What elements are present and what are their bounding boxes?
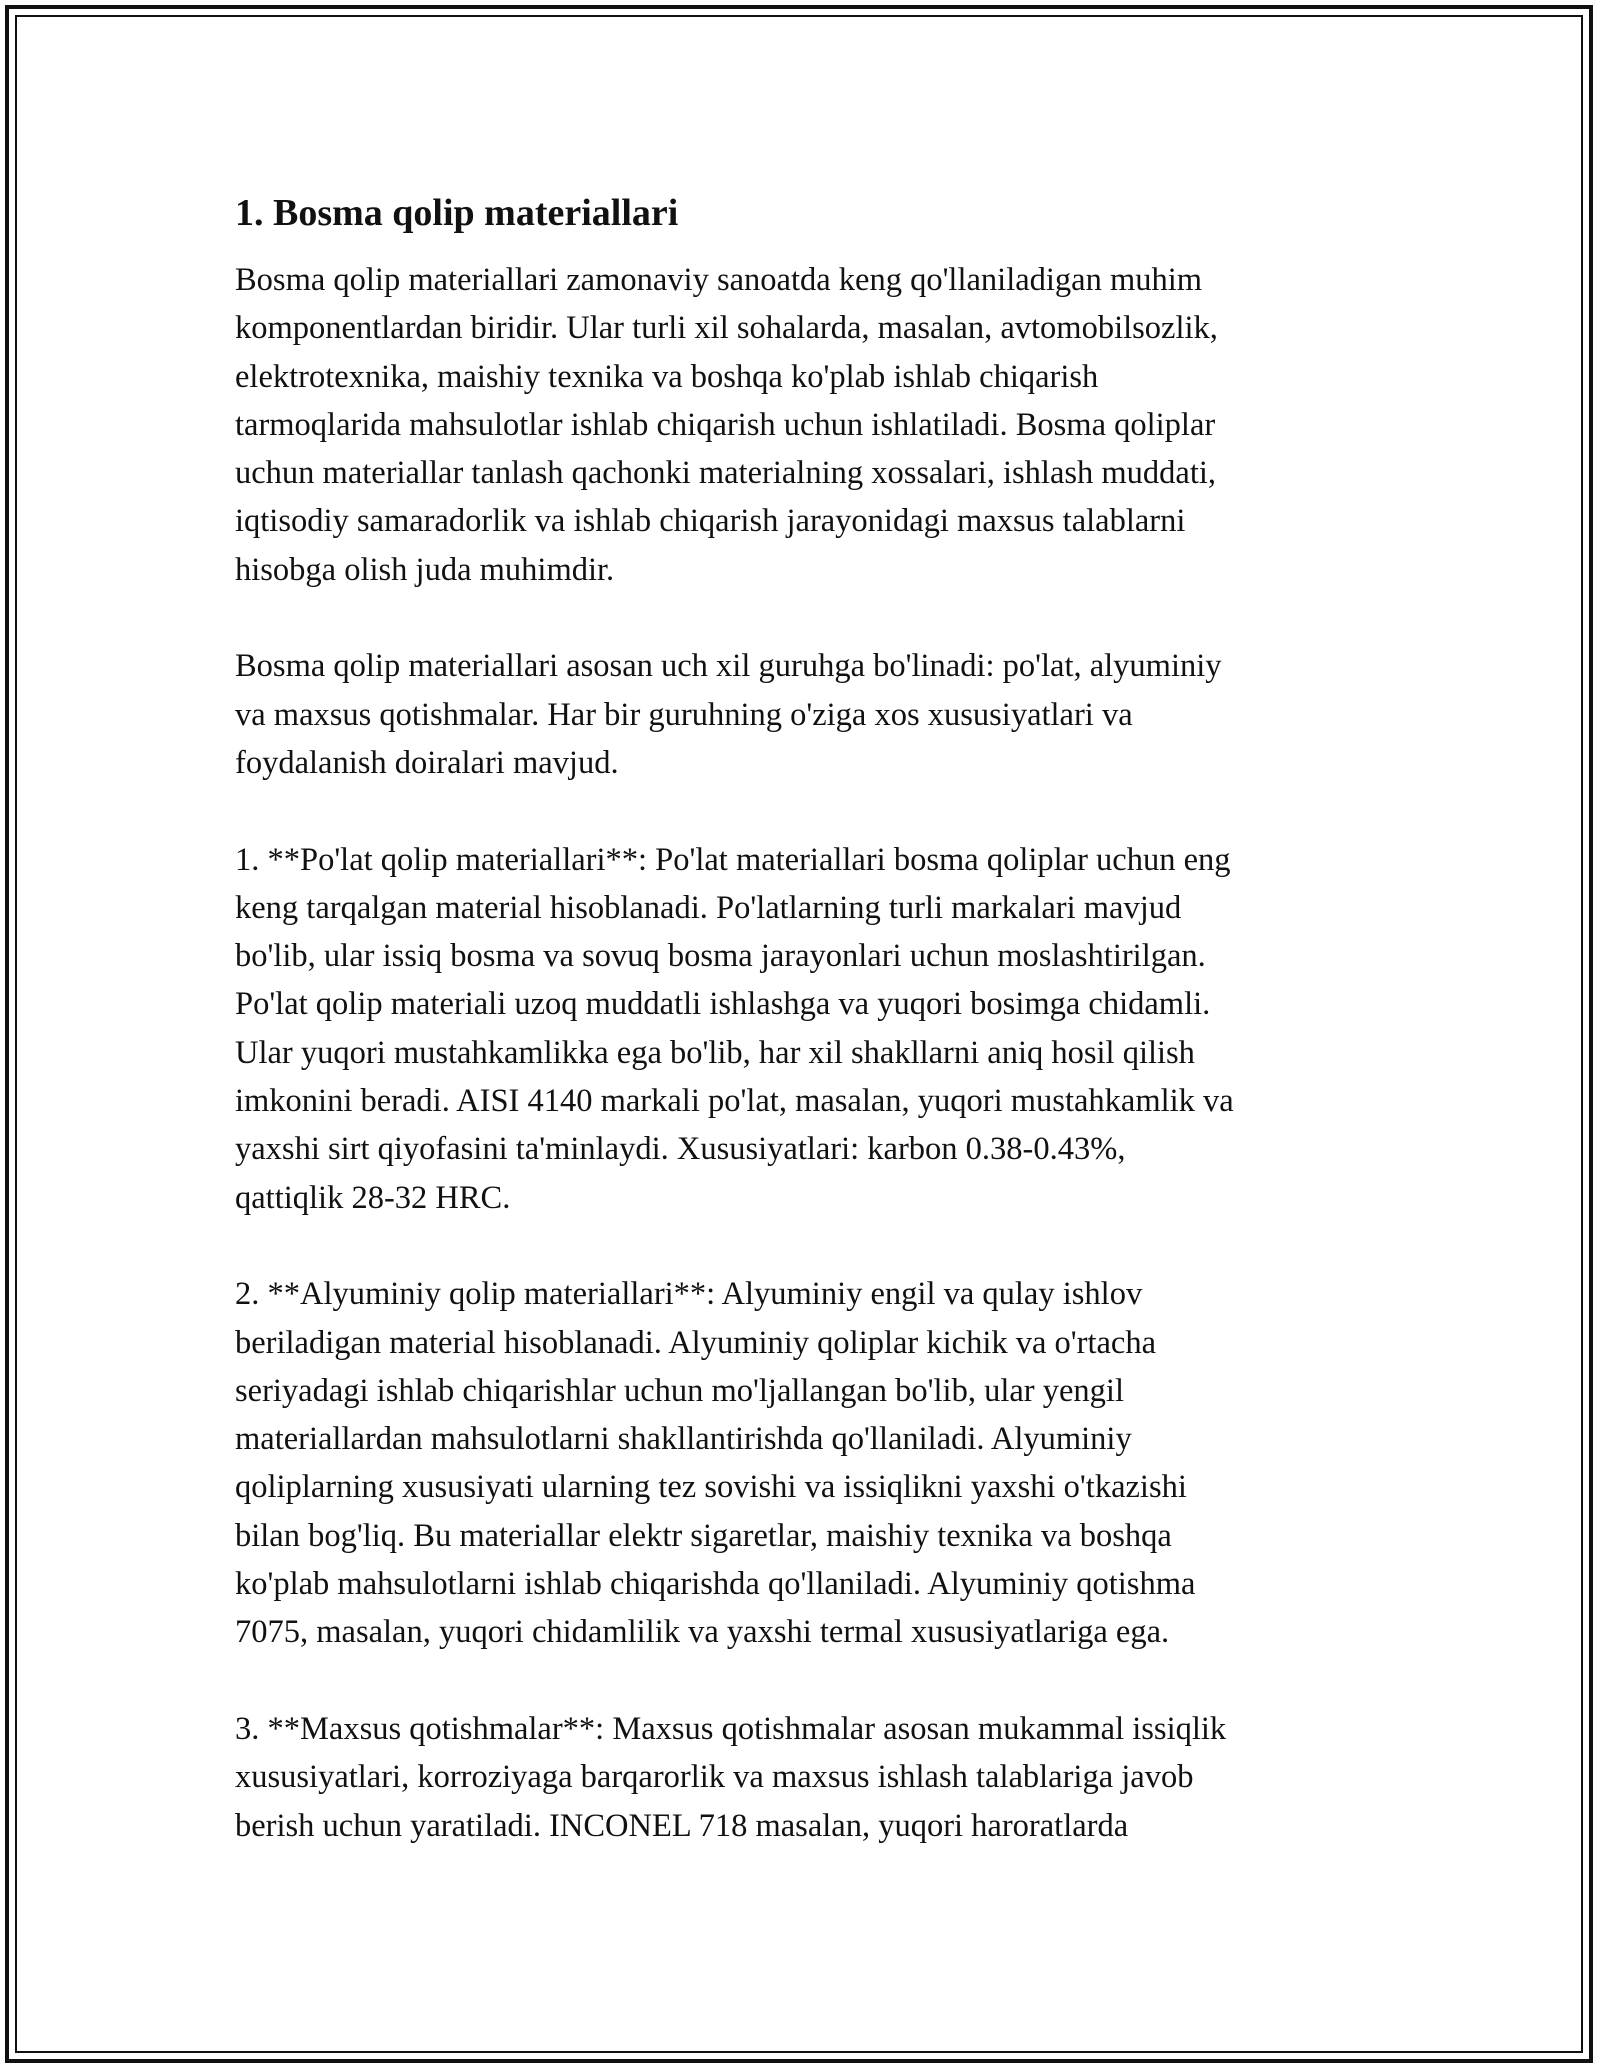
text-line: elektrotexnika, maishiy texnika va boshqa ko'plab ishlab chiqarish [235, 358, 1099, 395]
text-line: 7075, masalan, yuqori chidamlilik va yaxshi termal xususiyatlariga ega. [235, 1614, 1170, 1651]
text-line: bo'lib, ular issiq bosma va sovuq bosma jarayonlari uchun moslashtirilgan. [235, 938, 1206, 975]
paragraph-list [235, 256, 1370, 1850]
text-line: Bosma qolip materiallari zamonaviy sanoatda keng qo'llaniladigan muhim [235, 262, 1203, 298]
paragraph-3 [235, 836, 1370, 1222]
text-line: berish uchun yaratiladi. INCONEL 718 masalan, yuqori haroratlarda [235, 1807, 1129, 1844]
text-line: ko'plab mahsulotlarni ishlab chiqarishda qo'llaniladi. Alyuminiy qotishma [235, 1566, 1196, 1603]
text-line: tarmoqlarida mahsulotlar ishlab chiqarish uchun ishlatiladi. Bosma qoliplar [235, 406, 1216, 443]
paragraph-1 [235, 256, 1370, 594]
text-line: qoliplarning xususiyati ularning tez sovishi va issiqlikni yaxshi o'tkazishi [235, 1469, 1187, 1506]
text-line: qattiqlik 28-32 HRC. [235, 1179, 511, 1216]
text-line: bilan bog'liq. Bu materiallar elektr sigaretlar, maishiy texnika va boshqa [235, 1517, 1172, 1554]
text-line: Ular yuqori mustahkamlikka ega bo'lib, har xil shakllarni aniq hosil qilish [235, 1034, 1195, 1071]
text-line: keng tarqalgan material hisoblanadi. Po'latlarning turli markalari mavjud [235, 889, 1182, 926]
paragraph-5 [235, 1705, 1370, 1850]
text-line: va maxsus qotishmalar. Har bir guruhning o'ziga xos xususiyatlari va [235, 696, 1133, 733]
text-line: uchun materiallar tanlash qachonki materialning xossalari, ishlash muddati, [235, 455, 1217, 492]
text-line: iqtisodiy samaradorlik va ishlab chiqarish jarayonidagi maxsus talablarni [235, 503, 1186, 540]
text-line: komponentlardan biridir. Ular turli xil sohalarda, masalan, avtomobilsozlik, [235, 310, 1218, 347]
text-line: xususiyatlari, korroziyaga barqarorlik va maxsus ishlash talablariga javob [235, 1759, 1194, 1796]
document-body [235, 186, 1370, 1898]
text-line: foydalanish doiralari mavjud. [235, 744, 619, 781]
paragraph-4 [235, 1270, 1370, 1656]
text-line: imkonini beradi. AISI 4140 markali po'lat, masalan, yuqori mustahkamlik va [235, 1083, 1234, 1120]
paragraph-2 [235, 642, 1370, 787]
text-line: 3. **Maxsus qotishmalar**: Maxsus qotishmalar asosan mukammal issiqlik [235, 1710, 1227, 1747]
text-line: 2. **Alyuminiy qolip materiallari**: Alyuminiy engil va qulay ishlov [235, 1276, 1143, 1313]
text-line: Bosma qolip materiallari asosan uch xil guruhga bo'linadi: po'lat, alyuminiy [235, 648, 1222, 685]
text-line: Po'lat qolip materiali uzoq muddatli ishlashga va yuqori bosimga chidamli. [235, 986, 1211, 1023]
text-line: yaxshi sirt qiyofasini ta'minlaydi. Xususiyatlari: karbon 0.38-0.43%, [235, 1131, 1126, 1168]
text-line: 1. **Po'lat qolip materiallari**: Po'lat materiallari bosma qoliplar uchun eng [235, 841, 1231, 878]
text-line: materiallardan mahsulotlarni shakllantirishda qo'llaniladi. Alyuminiy [235, 1421, 1132, 1458]
text-line: hisobga olish juda muhimdir. [235, 551, 615, 588]
section-heading: 1. Bosma qolip materiallari [235, 192, 679, 234]
text-line: beriladigan material hisoblanadi. Alyuminiy qoliplar kichik va o'rtacha [235, 1324, 1157, 1361]
text-line: seriyadagi ishlab chiqarishlar uchun mo'ljallangan bo'lib, ular yengil [235, 1372, 1124, 1409]
